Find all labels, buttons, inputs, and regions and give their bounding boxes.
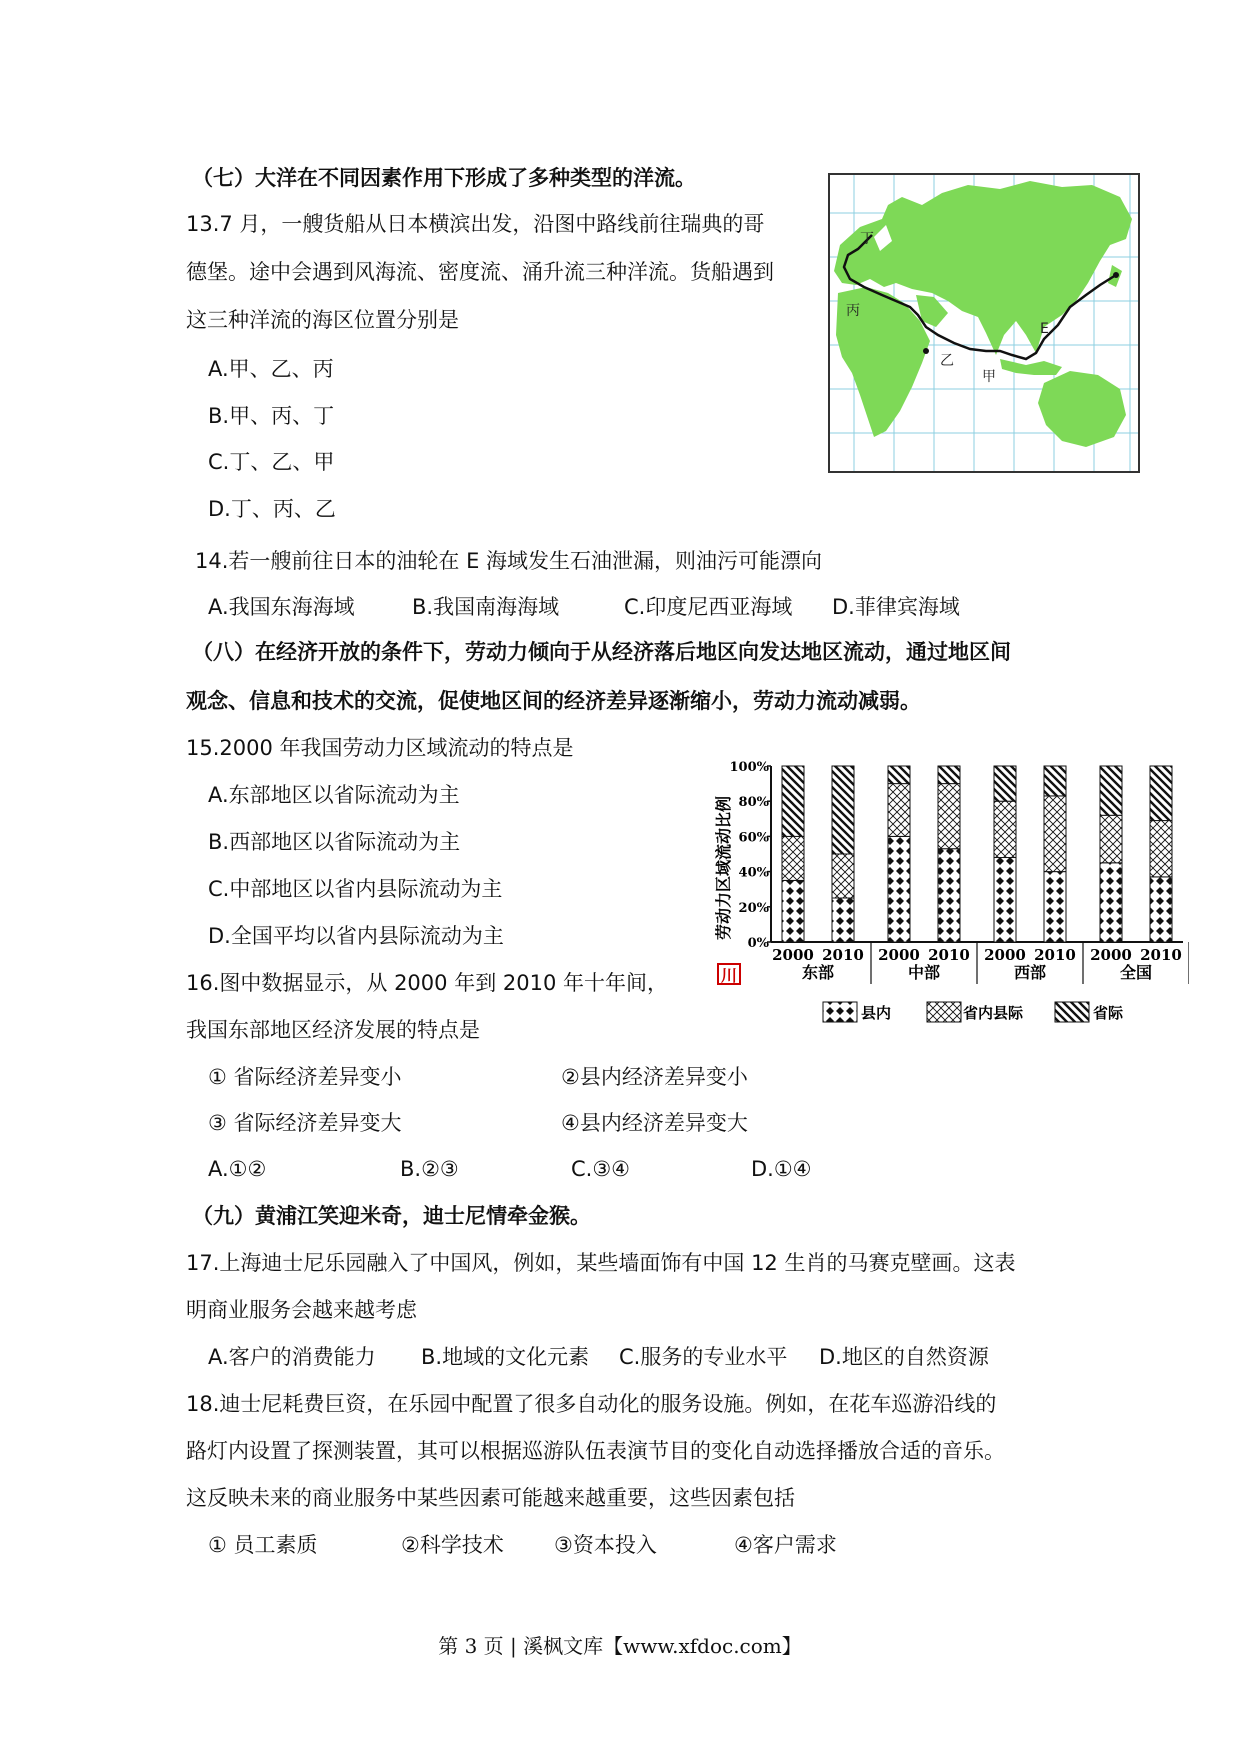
route-start-dot bbox=[1113, 272, 1119, 278]
y-tick-label: 0% bbox=[747, 936, 769, 951]
legend-label-interprovince: 省际 bbox=[1093, 1004, 1124, 1022]
legend-swatch-county bbox=[823, 1002, 857, 1022]
group-label: 西部 bbox=[1013, 963, 1047, 982]
map-label-ding: 丁 bbox=[860, 231, 874, 247]
legend-swatch-intercounty bbox=[927, 1002, 961, 1022]
q13-option-d: D.丁、丙、乙 bbox=[208, 497, 336, 521]
stamp-text: 川 bbox=[721, 966, 738, 985]
labor-flow-chart-svg bbox=[705, 756, 1189, 1036]
bar-segment-interprovince bbox=[938, 766, 960, 784]
bar-segment-intercounty bbox=[832, 854, 854, 898]
chart-legend bbox=[823, 1002, 1124, 1022]
map-label-yi: 乙 bbox=[940, 353, 954, 369]
map-label-e: E bbox=[1040, 321, 1049, 337]
section7-heading: （七）大洋在不同因素作用下形成了多种类型的洋流。 bbox=[192, 166, 696, 190]
group-label: 东部 bbox=[801, 963, 835, 982]
q15-option-a: A.东部地区以省际流动为主 bbox=[208, 783, 460, 807]
q18-statement-2: ②科学技术 bbox=[401, 1533, 504, 1557]
y-tick-label: 80% bbox=[738, 795, 769, 811]
route-map bbox=[828, 173, 1140, 473]
bar-segment-county bbox=[994, 858, 1016, 942]
map-label-bing: 丙 bbox=[846, 303, 860, 319]
q14-option-b: B.我国南海海域 bbox=[412, 595, 560, 619]
route-waypoint-dot bbox=[923, 348, 929, 354]
q13-line2: 德堡。途中会遇到风海流、密度流、涌升流三种洋流。货船遇到 bbox=[186, 260, 774, 284]
bar-segment-interprovince bbox=[782, 766, 804, 836]
q18-statement-3: ③资本投入 bbox=[554, 1533, 657, 1557]
y-tick-label: 20% bbox=[738, 900, 769, 916]
q17-option-a: A.客户的消费能力 bbox=[208, 1345, 376, 1369]
x-tick-label: 2010 bbox=[822, 946, 864, 964]
chart-bars bbox=[782, 766, 1172, 942]
bar-segment-intercounty bbox=[782, 836, 804, 880]
q16-option-a: A.①② bbox=[208, 1157, 267, 1181]
route-map-svg bbox=[830, 175, 1138, 471]
bar-segment-intercounty bbox=[938, 784, 960, 849]
legend-swatch-interprovince bbox=[1055, 1002, 1089, 1022]
q16-line2: 我国东部地区经济发展的特点是 bbox=[186, 1018, 480, 1042]
chart-ylabel: 劳动力区域流动比例 bbox=[714, 795, 733, 940]
labor-flow-chart bbox=[705, 756, 1189, 1036]
x-tick-label: 2010 bbox=[928, 946, 970, 964]
q17-option-d: D.地区的自然资源 bbox=[819, 1345, 989, 1369]
section9-heading: （九）黄浦江笑迎米奇，迪士尼情牵金猴。 bbox=[192, 1204, 591, 1228]
q17-option-c: C.服务的专业水平 bbox=[619, 1345, 788, 1369]
bar-segment-interprovince bbox=[1044, 766, 1066, 796]
q16-option-c: C.③④ bbox=[571, 1157, 630, 1181]
x-tick-label: 2000 bbox=[772, 946, 814, 964]
q15-option-c: C.中部地区以省内县际流动为主 bbox=[208, 877, 503, 901]
q16-option-b: B.②③ bbox=[400, 1157, 459, 1181]
q16-option-d: D.①④ bbox=[751, 1157, 812, 1181]
bar-segment-interprovince bbox=[994, 766, 1016, 801]
q15-option-d: D.全国平均以省内县际流动为主 bbox=[208, 924, 504, 948]
bar-segment-intercounty bbox=[888, 784, 910, 837]
bar-segment-interprovince bbox=[1150, 766, 1172, 821]
bar-segment-county bbox=[1100, 863, 1122, 942]
section8-heading-line2: 观念、信息和技术的交流，促使地区间的经济差异逐渐缩小，劳动力流动减弱。 bbox=[186, 689, 921, 713]
bar-segment-county bbox=[1044, 872, 1066, 942]
q13-line1: 13.7 月，一艘货船从日本横滨出发，沿图中路线前往瑞典的哥 bbox=[186, 212, 765, 236]
x-tick-label: 2000 bbox=[878, 946, 920, 964]
arabia-landmass bbox=[916, 295, 948, 327]
q17-line2: 明商业服务会越来越考虑 bbox=[186, 1298, 417, 1322]
q17-line1: 17.上海迪士尼乐园融入了中国风，例如，某些墙面饰有中国 12 生肖的马赛克壁画。这表 bbox=[186, 1251, 1016, 1275]
y-tick-label: 60% bbox=[738, 830, 769, 846]
q18-statement-4: ④客户需求 bbox=[734, 1533, 837, 1557]
chart-yticks bbox=[730, 760, 772, 951]
map-label-jia: 甲 bbox=[982, 369, 996, 385]
x-tick-label: 2000 bbox=[1090, 946, 1132, 964]
bar-segment-county bbox=[782, 880, 804, 942]
bar-segment-county bbox=[888, 836, 910, 942]
indonesia-islands bbox=[1000, 359, 1062, 375]
bar-segment-intercounty bbox=[1044, 796, 1066, 872]
y-tick-label: 100% bbox=[729, 760, 769, 775]
group-label: 全国 bbox=[1119, 963, 1153, 982]
q15-option-b: B.西部地区以省际流动为主 bbox=[208, 830, 461, 854]
bar-segment-interprovince bbox=[888, 766, 910, 784]
bar-segment-intercounty bbox=[1150, 821, 1172, 877]
page-footer: 第 3 页 | 溪枫文库【www.xfdoc.com】 bbox=[438, 1634, 802, 1658]
group-label: 中部 bbox=[907, 963, 941, 982]
q14-option-c: C.印度尼西亚海域 bbox=[624, 595, 793, 619]
q18-statement-1: ① 员工素质 bbox=[208, 1533, 318, 1557]
q16-statement-4: ④县内经济差异变大 bbox=[561, 1111, 748, 1135]
q14-text: 14.若一艘前往日本的油轮在 E 海域发生石油泄漏，则油污可能漂向 bbox=[195, 549, 823, 573]
q14-option-d: D.菲律宾海域 bbox=[832, 595, 960, 619]
section8-heading-line1: （八）在经济开放的条件下，劳动力倾向于从经济落后地区向发达地区流动，通过地区间 bbox=[192, 640, 1011, 664]
q16-statement-2: ②县内经济差异变小 bbox=[561, 1065, 748, 1089]
y-tick-label: 40% bbox=[738, 865, 769, 881]
q18-line2: 路灯内设置了探测装置，其可以根据巡游队伍表演节目的变化自动选择播放合适的音乐。 bbox=[186, 1439, 1005, 1463]
q13-line3: 这三种洋流的海区位置分别是 bbox=[186, 308, 459, 332]
q17-option-b: B.地域的文化元素 bbox=[421, 1345, 590, 1369]
q16-statement-3: ③ 省际经济差异变大 bbox=[208, 1111, 402, 1135]
x-tick-label: 2010 bbox=[1034, 946, 1076, 964]
bar-segment-intercounty bbox=[994, 801, 1016, 857]
q16-line1: 16.图中数据显示，从 2000 年到 2010 年十年间， bbox=[186, 971, 668, 995]
q14-option-a: A.我国东海海域 bbox=[208, 595, 355, 619]
bar-segment-county bbox=[1150, 877, 1172, 942]
q13-option-a: A.甲、乙、丙 bbox=[208, 357, 334, 381]
bar-segment-intercounty bbox=[1100, 815, 1122, 863]
x-tick-label: 2010 bbox=[1140, 946, 1182, 964]
q13-option-c: C.丁、乙、甲 bbox=[208, 450, 335, 474]
q18-line3: 这反映未来的商业服务中某些因素可能越来越重要，这些因素包括 bbox=[186, 1486, 795, 1510]
q15-text: 15.2000 年我国劳动力区域流动的特点是 bbox=[186, 736, 574, 760]
q16-statement-1: ① 省际经济差异变小 bbox=[208, 1065, 402, 1089]
q13-option-b: B.甲、丙、丁 bbox=[208, 404, 335, 428]
bar-segment-interprovince bbox=[832, 766, 854, 854]
legend-label-intercounty: 省内县际 bbox=[963, 1004, 1024, 1022]
bar-segment-county bbox=[832, 898, 854, 942]
legend-label-county: 县内 bbox=[861, 1004, 892, 1022]
q18-line1: 18.迪士尼耗费巨资，在乐园中配置了很多自动化的服务设施。例如，在花车巡游沿线的 bbox=[186, 1392, 997, 1416]
bar-segment-county bbox=[938, 849, 960, 942]
bar-segment-interprovince bbox=[1100, 766, 1122, 815]
australia-landmass bbox=[1038, 371, 1126, 447]
x-tick-label: 2000 bbox=[984, 946, 1026, 964]
